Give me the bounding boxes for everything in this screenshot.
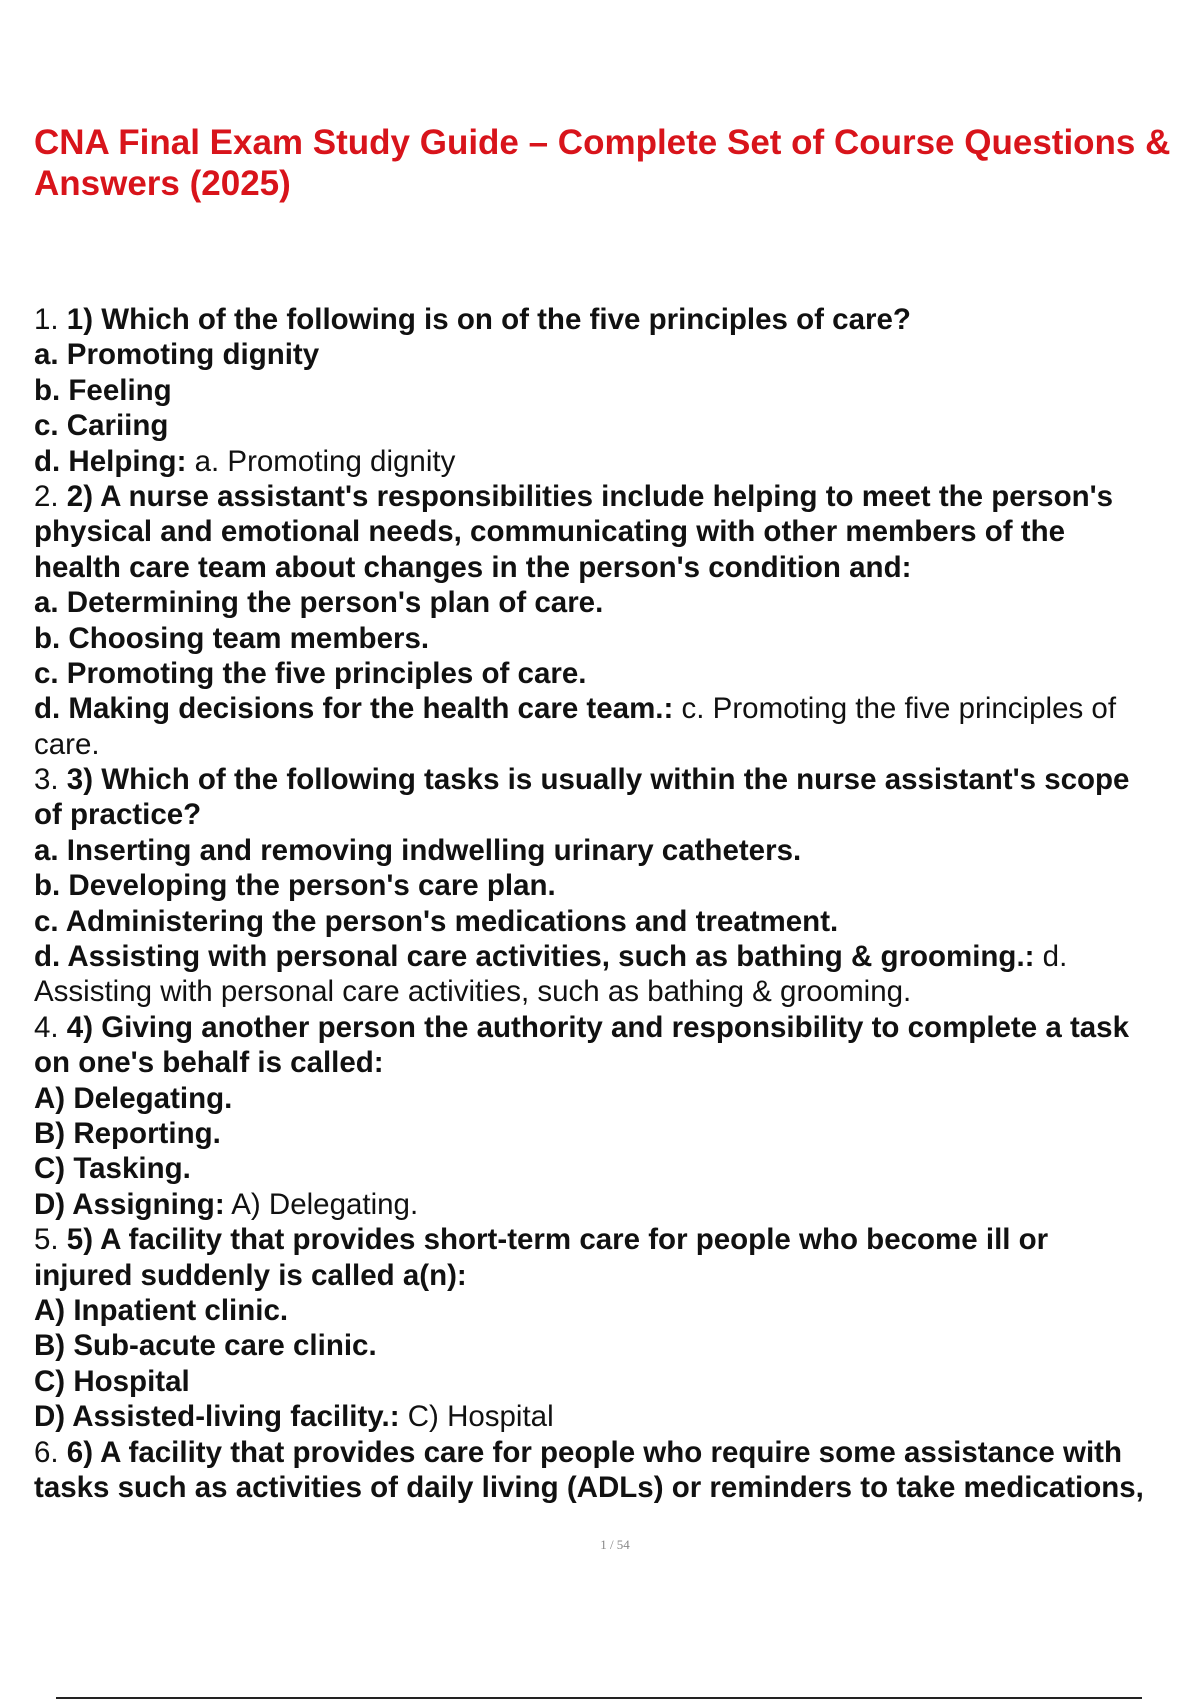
question-text: 6) A facility that provides care for people who require some assistance with [58,1435,1123,1469]
question-text: b. Feeling [34,373,172,407]
text-line [34,444,1200,479]
text-line [34,1435,1200,1470]
question-text: c. Administering the person's medications and treatment. [34,904,839,938]
document-title [34,122,1200,204]
bottom-rule [56,1697,1142,1699]
text-line [34,797,1200,832]
question-number: 6. [34,1435,59,1469]
title-line-1: CNA Final Exam Study Guide – Complete Set of Course Questions & [34,123,1171,162]
text-line [34,479,1200,514]
question-list [34,302,1200,1505]
text-line [34,1187,1200,1222]
question-text: a. Promoting dignity [34,338,320,372]
question-text: A) Inpatient clinic. [34,1293,289,1327]
question-number: 2. [34,479,59,513]
text-line [34,1328,1200,1363]
answer-text: C) Hospital [399,1400,554,1434]
text-line [34,1010,1200,1045]
question-number: 1. [34,303,59,336]
question-text: 4) Giving another person the authority and responsibility to complete a task [58,1010,1129,1044]
text-line [34,1081,1200,1116]
text-line [34,1045,1200,1080]
text-line [34,1258,1200,1293]
question-text: b. Developing the person's care plan. [34,869,556,903]
text-line [34,408,1200,443]
question-number: 5. [34,1223,59,1257]
text-line [34,656,1200,691]
page-number: 1 / 54 [600,1537,630,1552]
question-text: injured suddenly is called a(n): [34,1258,467,1292]
text-line [34,1222,1200,1257]
question-text: D) Assigning: [34,1187,225,1221]
text-line [34,550,1200,585]
question-text: 5) A facility that provides short-term care for people who become ill or [58,1223,1049,1257]
text-line [34,939,1200,974]
question-text: of practice? [34,798,202,832]
question-text: physical and emotional needs, communicating with other members of the [34,515,1066,549]
text-line [34,691,1200,726]
text-line [34,1470,1200,1505]
question-text: 3) Which of the following tasks is usually within the nurse assistant's scope [58,763,1130,797]
question-text: 1) Which of the following is on of the five principles of care? [58,303,911,336]
question-text: d. Assisting with personal care activities, such as bathing & grooming.: [34,940,1035,974]
question-text: B) Sub-acute care clinic. [34,1329,377,1363]
text-line [34,833,1200,868]
text-line [34,868,1200,903]
text-line [34,1116,1200,1151]
question-text: A) Delegating. [34,1081,233,1115]
text-line [34,1364,1200,1399]
question-text: a. Determining the person's plan of care. [34,586,604,620]
question-text: health care team about changes in the person's condition and: [34,550,912,584]
question-text: c. Cariing [34,409,169,443]
text-line [34,514,1200,549]
question-text: C) Hospital [34,1364,190,1398]
question-text: c. Promoting the five principles of care. [34,656,587,690]
question-text: d. Helping: [34,444,187,478]
text-line [34,373,1200,408]
question-text: 2) A nurse assistant's responsibilities include helping to meet the person's [58,479,1114,513]
answer-text: Assisting with personal care activities, such as bathing & grooming. [34,975,912,1009]
question-text: D) Assisted-living facility.: [34,1400,400,1434]
answer-text: A) Delegating. [224,1187,419,1221]
answer-text: d. [1034,940,1068,974]
text-line [34,974,1200,1009]
text-line [34,585,1200,620]
answer-text: a. Promoting dignity [186,444,456,478]
question-text: B) Reporting. [34,1116,221,1150]
question-text: tasks such as activities of daily living (ADLs) or reminders to take medications, [34,1470,1144,1504]
text-line [34,727,1200,762]
question-number: 3. [34,763,59,797]
question-text: on one's behalf is called: [34,1046,384,1080]
title-line-2: Answers (2025) [34,164,291,203]
answer-text: care. [34,727,100,761]
question-number: 4. [34,1010,59,1044]
question-text: b. Choosing team members. [34,621,430,655]
text-line [34,337,1200,372]
question-text: d. Making decisions for the health care team.: [34,692,674,726]
answer-text: c. Promoting the five principles of [673,692,1117,726]
question-text: C) Tasking. [34,1152,191,1186]
text-line [34,621,1200,656]
text-line [34,762,1200,797]
text-line [34,904,1200,939]
text-line [34,1151,1200,1186]
text-line [34,1293,1200,1328]
text-line [34,1399,1200,1434]
question-text: a. Inserting and removing indwelling urinary catheters. [34,833,802,867]
text-line [34,302,1200,337]
